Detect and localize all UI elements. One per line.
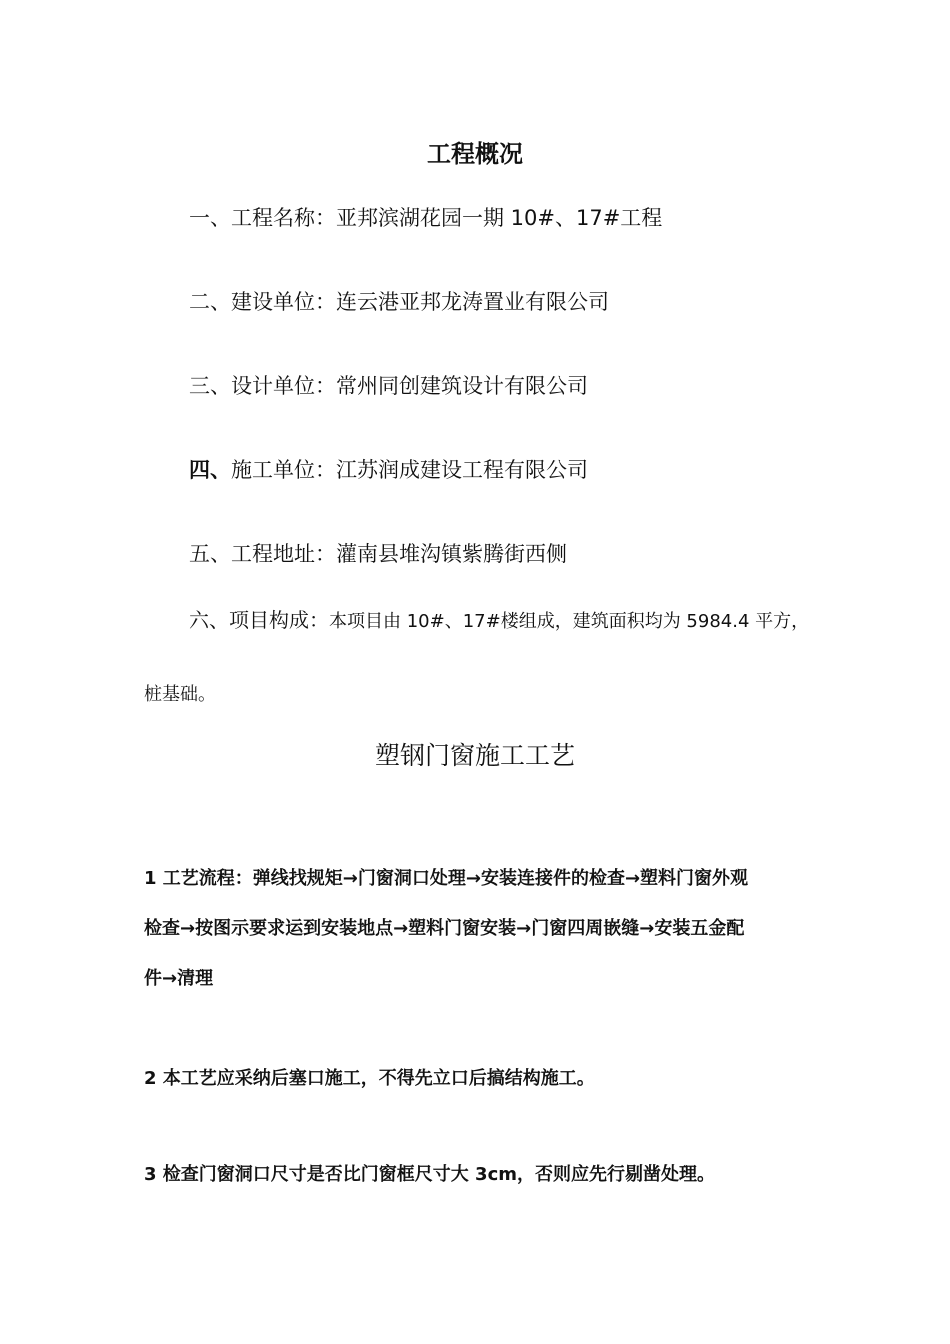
step1-line1: 1 工艺流程：弹线找规矩→门窗洞口处理→安装连接件的检查→塑料门窗外观 (144, 868, 749, 889)
item-value: 亚邦滨湖花园一期 10#、17#工程 (336, 206, 663, 230)
page-title: 工程概况 (427, 140, 523, 168)
item-value: 本项目由 10#、17#楼组成，建筑面积均为 5984.4 平方， (329, 611, 810, 632)
step1-line2: 检查→按图示要求运到安装地点→塑料门窗安装→门窗四周嵌缝→安装五金配 (144, 918, 745, 939)
section-title: 塑钢门窗施工工艺 (374, 741, 575, 770)
item-label: 施工单位： (231, 458, 336, 482)
step3-text: 3 检查门窗洞口尺寸是否比门窗框尺寸大 3cm，否则应先行剔凿处理。 (144, 1164, 716, 1185)
overview-item-composition-cont: 桩基础。 (144, 684, 216, 705)
overview-item-designer (189, 370, 588, 400)
item-label: 六、项目构成： (189, 608, 329, 632)
item-label: 一、工程名称： (189, 206, 336, 230)
item-value: 常州同创建筑设计有限公司 (336, 374, 588, 398)
overview-item-developer (189, 286, 609, 316)
step1-line3: 件→清理 (144, 968, 214, 989)
item-number: 四、 (189, 458, 231, 482)
overview-item-project-name (189, 202, 662, 232)
item-value: 连云港亚邦龙涛置业有限公司 (336, 290, 609, 314)
item-value: 江苏润成建设工程有限公司 (336, 458, 588, 482)
item-label: 二、建设单位： (189, 290, 336, 314)
overview-item-address (189, 538, 567, 568)
step2-text: 2 本工艺应采纳后塞口施工，不得先立口后搞结构施工。 (144, 1068, 595, 1089)
item-label: 三、设计单位： (189, 374, 336, 398)
item-label: 五、工程地址： (189, 542, 336, 566)
overview-item-contractor (189, 454, 588, 484)
overview-item-composition (189, 604, 809, 633)
item-value: 灌南县堆沟镇紫腾街西侧 (336, 542, 567, 566)
